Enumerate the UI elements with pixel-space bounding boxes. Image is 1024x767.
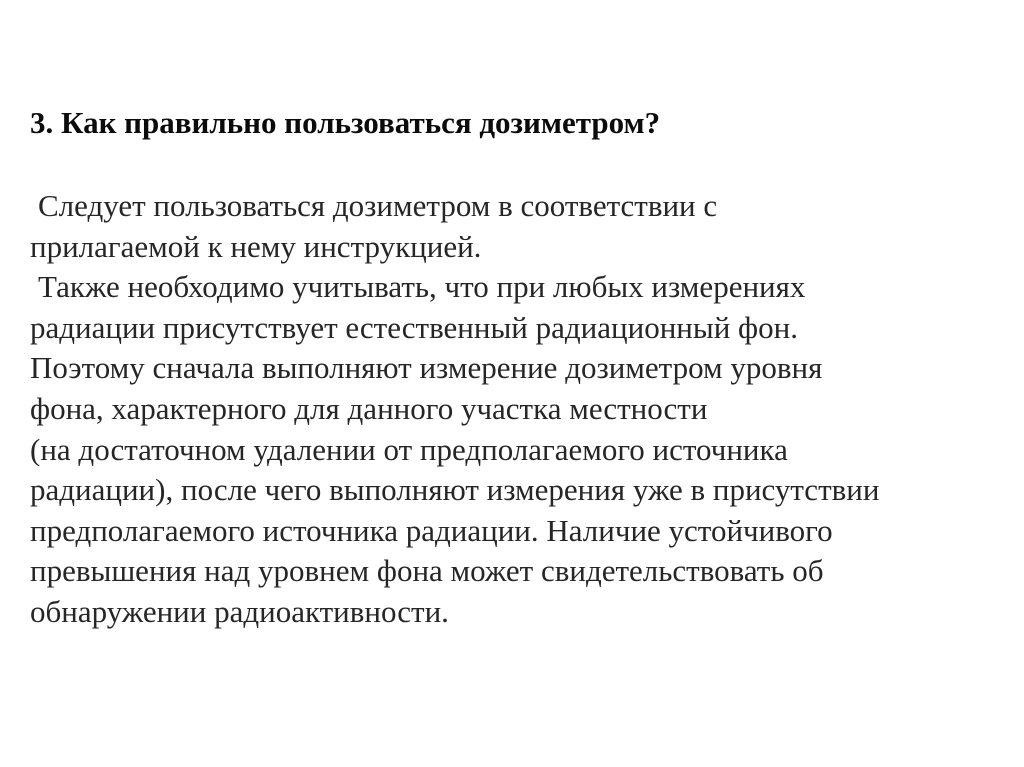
question-heading: 3. Как правильно пользоваться дозиметром?: [30, 105, 661, 140]
body-line: Также необходимо учитывать, что при любых измерениях: [38, 269, 806, 305]
answer-paragraph: [30, 186, 1000, 633]
body-line: Следует пользоваться дозиметром в соответствии с: [38, 188, 718, 223]
body-line: фона, характерного для данного участка местности: [30, 390, 708, 426]
body-line: радиации), после чего выполняют измерения уже в присутствии: [30, 472, 880, 508]
body-line: радиации присутствует естественный радиационный фон.: [30, 309, 798, 345]
body-line: превышения над уровнем фона может свидетельствовать об: [30, 553, 824, 589]
body-line: (на достаточном удалении от предполагаемого источника: [30, 431, 788, 467]
body-line: предполагаемого источника радиации. Наличие устойчивого: [30, 512, 833, 548]
body-line: Поэтому сначала выполняют измерение дозиметром уровня: [30, 350, 823, 386]
body-line: прилагаемой к нему инструкцией.: [30, 228, 482, 264]
body-line: обнаружении радиоактивности.: [30, 593, 449, 629]
